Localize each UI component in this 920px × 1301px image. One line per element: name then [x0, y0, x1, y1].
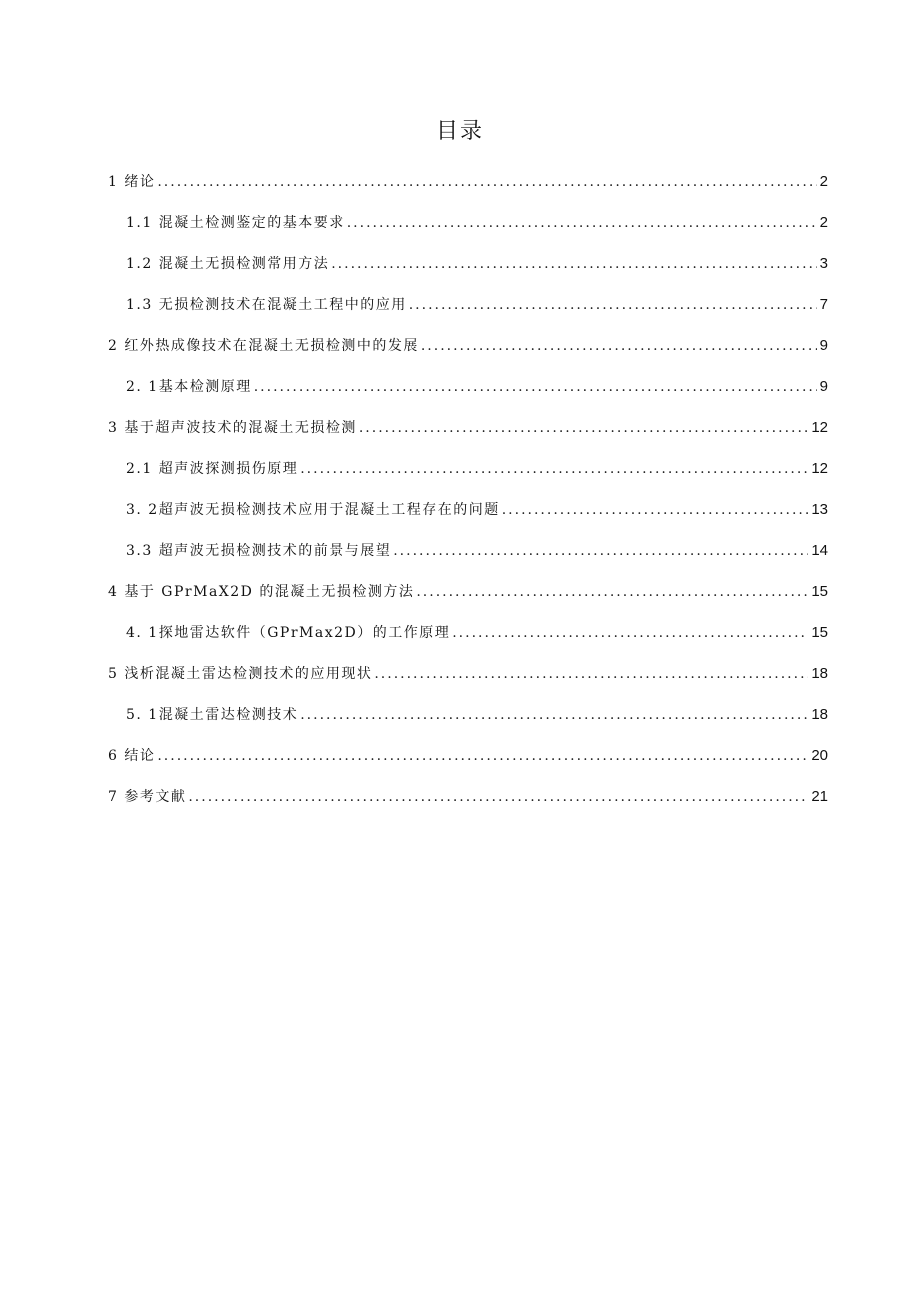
toc-entry-page: 14: [811, 542, 828, 559]
dot-leader: [409, 294, 817, 316]
toc-entry[interactable]: [108, 581, 828, 603]
dot-leader: [374, 663, 808, 685]
toc-entry[interactable]: [108, 663, 828, 685]
dot-leader: [416, 581, 808, 603]
toc-entry-page: 13: [811, 501, 828, 518]
toc-entry[interactable]: [108, 417, 828, 439]
toc-entry-label: 6 结论: [108, 748, 156, 764]
toc-entry[interactable]: [126, 376, 828, 398]
toc-entry-label: 1.3 无损检测技术在混凝土工程中的应用: [126, 297, 407, 313]
toc-entry-page: 18: [811, 665, 828, 682]
dot-leader: [331, 253, 816, 275]
toc-entry-page: 7: [819, 296, 828, 313]
dot-leader: [188, 786, 808, 808]
toc-entry-label: 3. 2超声波无损检测技术应用于混凝土工程存在的问题: [126, 502, 500, 518]
toc-entry-page: 3: [819, 255, 828, 272]
toc-entry-label: 3.3 超声波无损检测技术的前景与展望: [126, 543, 392, 559]
dot-leader: [300, 458, 808, 480]
toc-entry-page: 12: [811, 419, 828, 436]
toc-entry[interactable]: [108, 745, 828, 767]
dot-leader: [502, 499, 809, 521]
toc-entry[interactable]: [108, 171, 828, 193]
dot-leader: [359, 417, 808, 439]
toc-entry-page: 2: [819, 214, 828, 231]
toc-entry-label: 2.1 超声波探测损伤原理: [126, 461, 299, 477]
toc-entry-label: 1.2 混凝土无损检测常用方法: [126, 256, 330, 272]
toc-entry-label: 3 基于超声波技术的混凝土无损检测: [108, 420, 357, 436]
toc-entry-page: 2: [819, 173, 828, 190]
toc-entry-label: 5 浅析混凝土雷达检测技术的应用现状: [108, 666, 373, 682]
toc-entry-label: 1.1 混凝土检测鉴定的基本要求: [126, 215, 345, 231]
dot-leader: [452, 622, 808, 644]
dot-leader: [157, 171, 816, 193]
toc-entry-label: 4. 1探地雷达软件（GPrMax2D）的工作原理: [126, 625, 451, 641]
toc-entry-page: 12: [811, 460, 828, 477]
toc-entry[interactable]: [126, 212, 828, 234]
toc-entry[interactable]: [126, 704, 828, 726]
dot-leader: [300, 704, 808, 726]
toc-entry-page: 18: [811, 706, 828, 723]
toc-entry-label: 1 绪论: [108, 174, 156, 190]
dot-leader: [347, 212, 817, 234]
toc-entry-label: 2. 1基本检测原理: [126, 379, 252, 395]
dot-leader: [421, 335, 817, 357]
dot-leader: [254, 376, 817, 398]
toc-entry[interactable]: [126, 253, 828, 275]
toc-title: 目录: [435, 119, 484, 144]
toc-entry-page: 9: [819, 337, 828, 354]
dot-leader: [393, 540, 808, 562]
toc-entry[interactable]: [108, 335, 828, 357]
toc-entry-page: 20: [811, 747, 828, 764]
dot-leader: [157, 745, 808, 767]
toc-entry-label: 5. 1混凝土雷达检测技术: [126, 707, 299, 723]
toc-entry[interactable]: [126, 458, 828, 480]
toc-entry[interactable]: [126, 622, 828, 644]
toc-entry-label: 4 基于 GPrMaX2D 的混凝土无损检测方法: [108, 584, 415, 600]
toc-entry-page: 15: [811, 583, 828, 600]
toc-entry[interactable]: [126, 499, 828, 521]
toc-entry-label: 7 参考文献: [108, 789, 187, 805]
toc-entry-label: 2 红外热成像技术在混凝土无损检测中的发展: [108, 338, 419, 354]
toc-entry[interactable]: [108, 786, 828, 808]
toc-entry-page: 9: [819, 378, 828, 395]
toc-entry[interactable]: [126, 294, 828, 316]
toc-entry-page: 15: [811, 624, 828, 641]
toc-entry[interactable]: [126, 540, 828, 562]
toc-entry-page: 21: [811, 788, 828, 805]
